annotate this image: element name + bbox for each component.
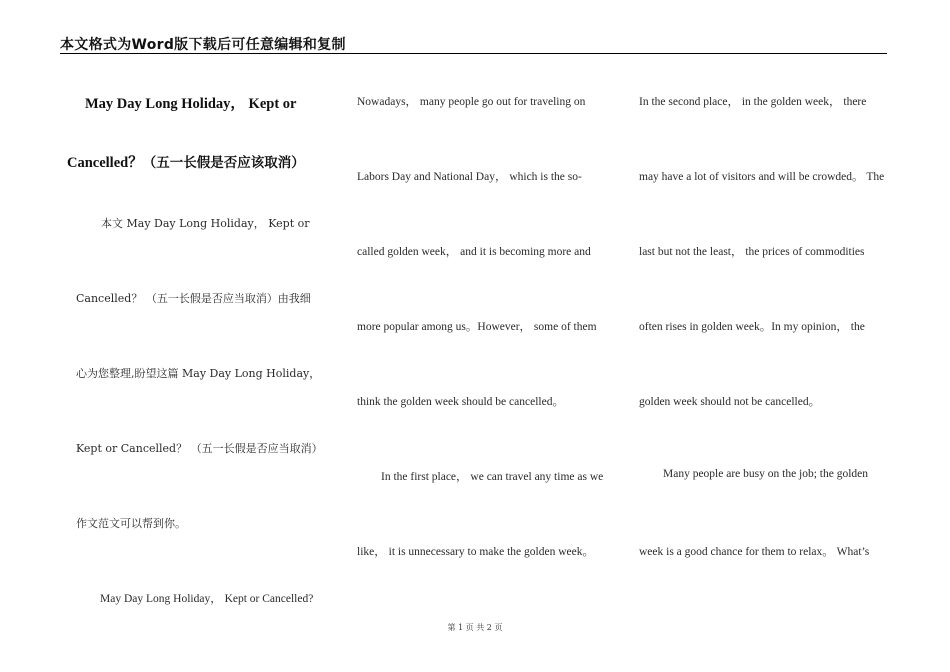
header-divider bbox=[60, 53, 887, 54]
col3-line: Many people are busy on the job; the golden bbox=[663, 468, 869, 480]
col1-line: 作文范文可以帮到你。 bbox=[76, 517, 186, 530]
page-number-footer: 第 1 页 共 2 页 bbox=[447, 623, 503, 632]
col3-line: may have a lot of visitors and will be crowded。 The bbox=[639, 171, 885, 183]
col3-line: often rises in golden week。In my opinion， the bbox=[639, 321, 865, 333]
col3-line: week is a good chance for them to relax。 What’s bbox=[639, 546, 870, 558]
col2-line: In the first place， we can travel any time as we bbox=[381, 471, 604, 483]
article-title-cn: （五一长假是否应该取消） bbox=[142, 155, 305, 171]
col2-line: called golden week， and it is becoming more and bbox=[357, 246, 591, 258]
article-title-line-1: May Day Long Holiday， Kept or bbox=[85, 96, 297, 112]
col3-line: golden week should not be cancelled。 bbox=[639, 396, 821, 408]
col1-line: 本文 May Day Long Holiday， Kept or bbox=[101, 217, 310, 230]
article-title-en: Cancelled？ bbox=[67, 155, 143, 171]
col2-line: more popular among us。However， some of them bbox=[357, 321, 597, 333]
document-header: 本文格式为Word版下载后可任意编辑和复制 bbox=[60, 37, 346, 53]
col1-line: May Day Long Holiday， Kept or Cancelled? bbox=[100, 593, 314, 605]
col1-line: 心为您整理,盼望这篇 May Day Long Holiday， bbox=[76, 367, 321, 380]
col2-line: Nowadays， many people go out for traveling on bbox=[357, 96, 586, 108]
col3-line: last but not the least， the prices of commodities bbox=[639, 246, 865, 258]
col2-line: think the golden week should be cancelled。 bbox=[357, 396, 564, 408]
col1-line: Cancelled？ （五一长假是否应当取消）由我细 bbox=[76, 292, 311, 305]
col1-line: Kept or Cancelled？ （五一长假是否应当取消） bbox=[76, 442, 323, 455]
article-title-line-2 bbox=[67, 151, 305, 172]
col3-line: In the second place， in the golden week， there bbox=[639, 96, 867, 108]
col2-line: Labors Day and National Day， which is the so- bbox=[357, 171, 582, 183]
col2-line: like， it is unnecessary to make the golden week。 bbox=[357, 546, 594, 558]
